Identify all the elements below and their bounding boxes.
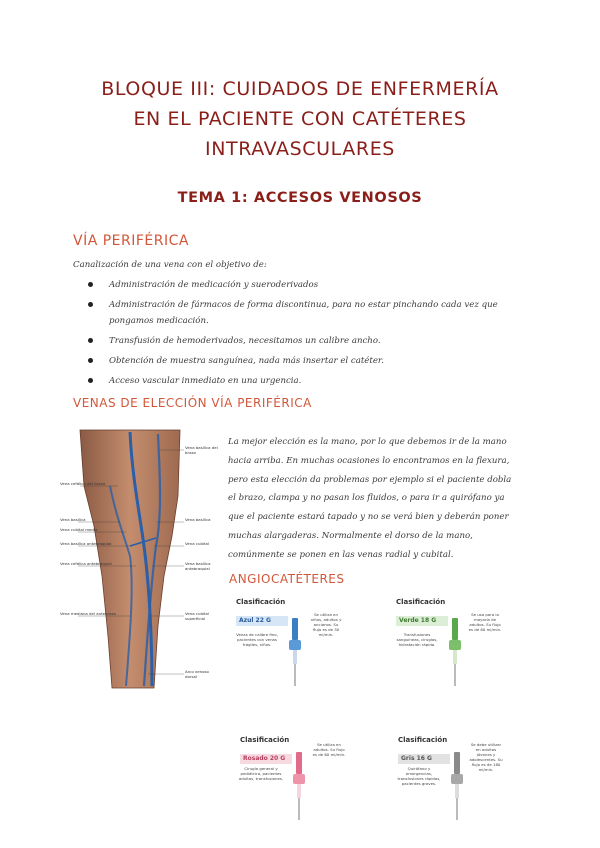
card-right-text: Se usa para la mayoría de adultos. Su flujo es de 80 ml/min. xyxy=(468,612,502,632)
catheter-card-22g xyxy=(232,598,342,688)
card-right-text: Se utiliza en niños, adultos y ancianos. Su flujo es de 30 ml/min. xyxy=(310,612,342,637)
section-heading-venas: VENAS DE ELECCIÓN VÍA PERIFÉRICA xyxy=(73,396,312,410)
list-item: Administración de fármacos de forma discontinua, para no estar pinchando cada vez que pongamos medicación. xyxy=(88,297,528,329)
arm-label: Vena cubital media xyxy=(60,527,98,532)
gauge-label: Verde 18 G xyxy=(396,616,448,626)
section-heading-angiocateteres: ANGIOCATÉTERES xyxy=(229,572,345,586)
arm-label: Vena basílica del brazo xyxy=(185,445,218,455)
card-right-text: Se utiliza en adultos. Su flujo es de 60 ml/min. xyxy=(312,742,346,757)
list-item: Administración de medicación y sueroderivados xyxy=(88,277,528,293)
title-line-3: INTRAVASCULARES xyxy=(205,138,395,160)
bullet-icon xyxy=(88,302,93,307)
catheter-20g-icon xyxy=(286,750,312,822)
arm-label: Arco venoso dorsal xyxy=(185,669,209,679)
intro-text: Canalización de una vena con el objetivo de: xyxy=(73,260,267,270)
card-title: Clasificación xyxy=(398,736,448,744)
arm-label: Vena mediana del antebrazo xyxy=(60,611,116,616)
arm-label: Vena cubital xyxy=(185,541,209,546)
card-title: Clasificación xyxy=(236,598,286,606)
arm-label: Vena basílica xyxy=(185,517,211,522)
catheter-card-18g xyxy=(392,598,502,688)
arm-label: Vena cubital superficial xyxy=(185,611,209,621)
list-item: Acceso vascular inmediato en una urgencia. xyxy=(88,373,528,389)
catheter-18g-icon xyxy=(442,616,468,688)
title-line-1: BLOQUE III: CUIDADOS DE ENFERMERÍA xyxy=(101,78,499,100)
catheter-16g-icon xyxy=(444,750,470,822)
bullet-icon xyxy=(88,358,93,363)
arm-label: Vena cefálica antebraquial xyxy=(60,561,112,566)
objectives-list xyxy=(88,277,528,393)
arm-label: Vena basílica antebraquial xyxy=(60,541,112,546)
title-line-2: EN EL PACIENTE CON CATÉTERES xyxy=(133,108,467,130)
list-item: Transfusión de hemoderivados, necesitamos un calibre ancho. xyxy=(88,333,528,349)
topic-heading: TEMA 1: ACCESOS VENOSOS xyxy=(177,190,423,206)
catheter-card-16g xyxy=(394,736,504,826)
card-right-text: Se debe utilizar en adultos jóvenes y adolescentes. Su flujo es de 180 ml/min. xyxy=(469,742,503,772)
card-title: Clasificación xyxy=(240,736,290,744)
catheter-22g-icon xyxy=(282,616,308,688)
document-title xyxy=(0,74,600,164)
gauge-label: Azul 22 G xyxy=(236,616,288,626)
card-left-text: Cirugía general y pediátrica, pacientes adultos, transfusiones. xyxy=(238,766,284,781)
bullet-icon xyxy=(88,282,93,287)
catheter-card-20g xyxy=(236,736,346,826)
section-heading-via-periferica: VÍA PERIFÉRICA xyxy=(73,233,189,249)
arm-label: Vena basílica xyxy=(60,517,86,522)
bullet-icon xyxy=(88,378,93,383)
card-left-text: Transfusiones sanguíneas, cirugías, hidratación rápida. xyxy=(396,632,438,647)
gauge-label: Rosado 20 G xyxy=(240,754,292,764)
list-item: Obtención de muestra sanguínea, nada más insertar el catéter. xyxy=(88,353,528,369)
arm-label: Vena cefálica del brazo xyxy=(60,481,106,486)
card-title: Clasificación xyxy=(396,598,446,606)
card-left-text: Venas de calibre fino, pacientes con venas frágiles, niños. xyxy=(236,632,278,647)
arm-label: Vena basílica antebraquial xyxy=(185,561,211,571)
bullet-icon xyxy=(88,338,93,343)
gauge-label: Gris 16 G xyxy=(398,754,450,764)
card-left-text: Quirófano y emergencias, transfusiones rápidas, pacientes graves. xyxy=(397,766,441,786)
veins-paragraph: La mejor elección es la mano, por lo que debemos ir de la mano hacia arriba. En muchas ocasiones lo encontramos en la flexura, pero esta elección da problemas por ejemplo si el paciente dobla el brazo, clampa y no pasan los fluidos, o para ir a quirófano ya que el paciente estará tapado y no se verá bien y deberán poner muchas alargaderas. Normalmente el dorso de la mano, comúnmente se ponen en las venas radial y cubital. xyxy=(228,437,512,560)
arm-illustration-image xyxy=(60,426,220,692)
arm-veins-illustration xyxy=(60,426,220,692)
